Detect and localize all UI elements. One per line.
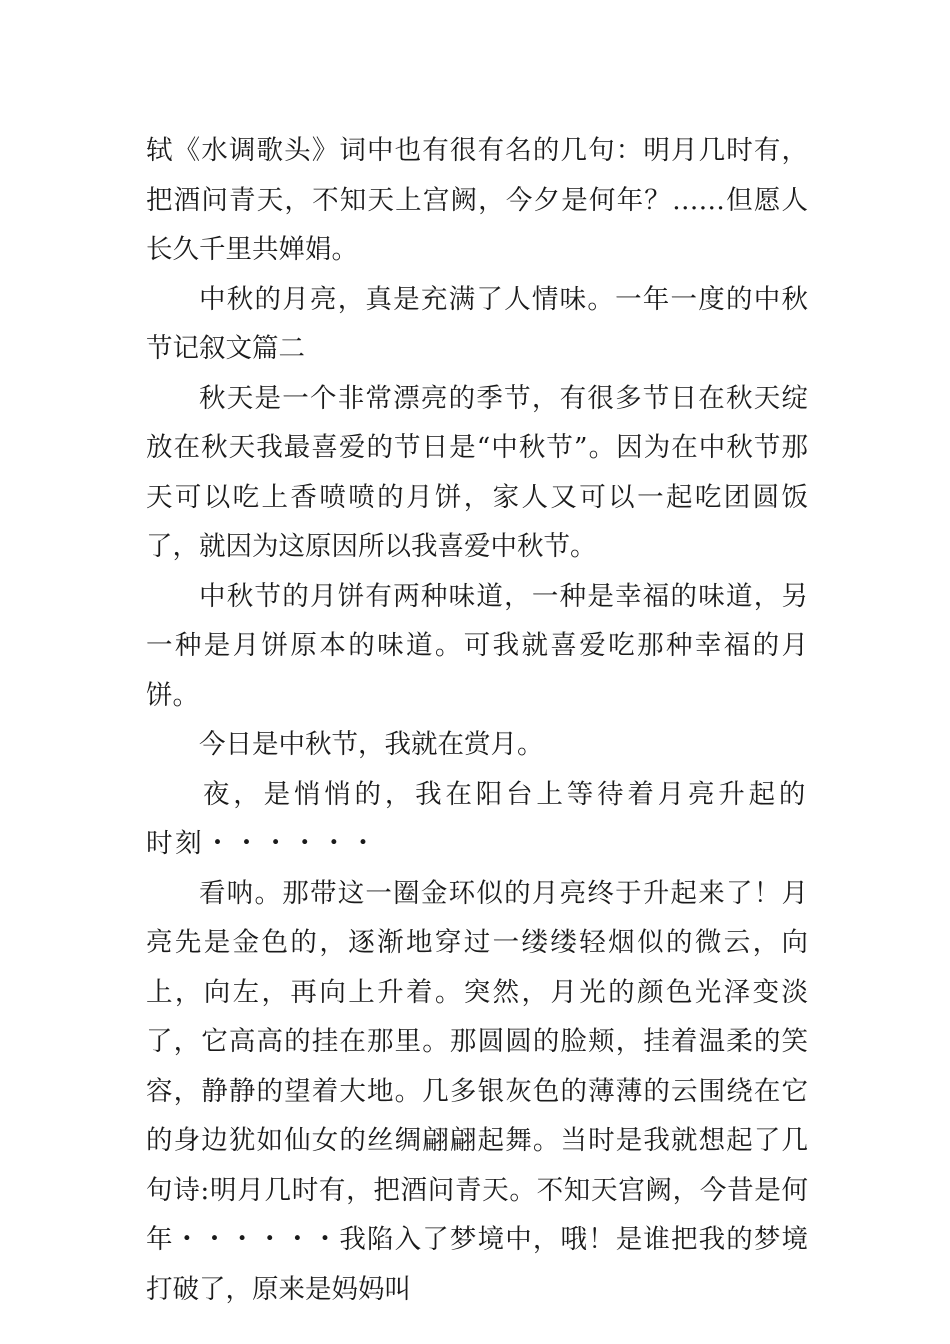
paragraph-3: 秋天是一个非常漂亮的季节，有很多节日在秋天绽放在秋天我最喜爱的节日是“中秋节”。因为在中秋节那天可以吃上香喷喷的月饼，家人又可以一起吃团圆饭了，就因为这原因所以我喜爱中秋节。	[146, 382, 808, 562]
paragraph-4: 中秋节的月饼有两种味道，一种是幸福的味道，另一种是月饼原本的味道。可我就喜爱吃那种幸福的月饼。	[146, 580, 808, 711]
document-body	[146, 126, 808, 1314]
paragraph-6: 夜，是悄悄的，我在阳台上等待着月亮升起的时刻・・・・・・	[146, 778, 808, 859]
paragraph-1: 轼《水调歌头》词中也有很有名的几句：明月几时有，把酒问青天，不知天上宫阙，今夕是何年？……但愿人长久千里共婵娟。	[146, 135, 808, 265]
paragraph-2: 中秋的月亮，真是充满了人情味。一年一度的中秋节记叙文篇二	[146, 283, 808, 364]
paragraph-7: 看呐。那带这一圈金环似的月亮终于升起来了！月亮先是金色的，逐渐地穿过一缕缕轻烟似的微云，向上，向左，再向上升着。突然，月光的颜色光泽变淡了，它高高的挂在那里。那圆圆的脸颊，挂着温柔的笑容，静静的望着大地。几多银灰色的薄薄的云围绕在它的身边犹如仙女的丝绸翩翩起舞。当时是我就想起了几句诗:明月几时有，把酒问青天。不知天宫阙，今昔是何年・・・・・・我陷入了梦境中，哦！是谁把我的梦境打破了，原来是妈妈叫	[146, 877, 808, 1305]
paragraph-5: 今日是中秋节，我就在赏月。	[199, 729, 544, 760]
